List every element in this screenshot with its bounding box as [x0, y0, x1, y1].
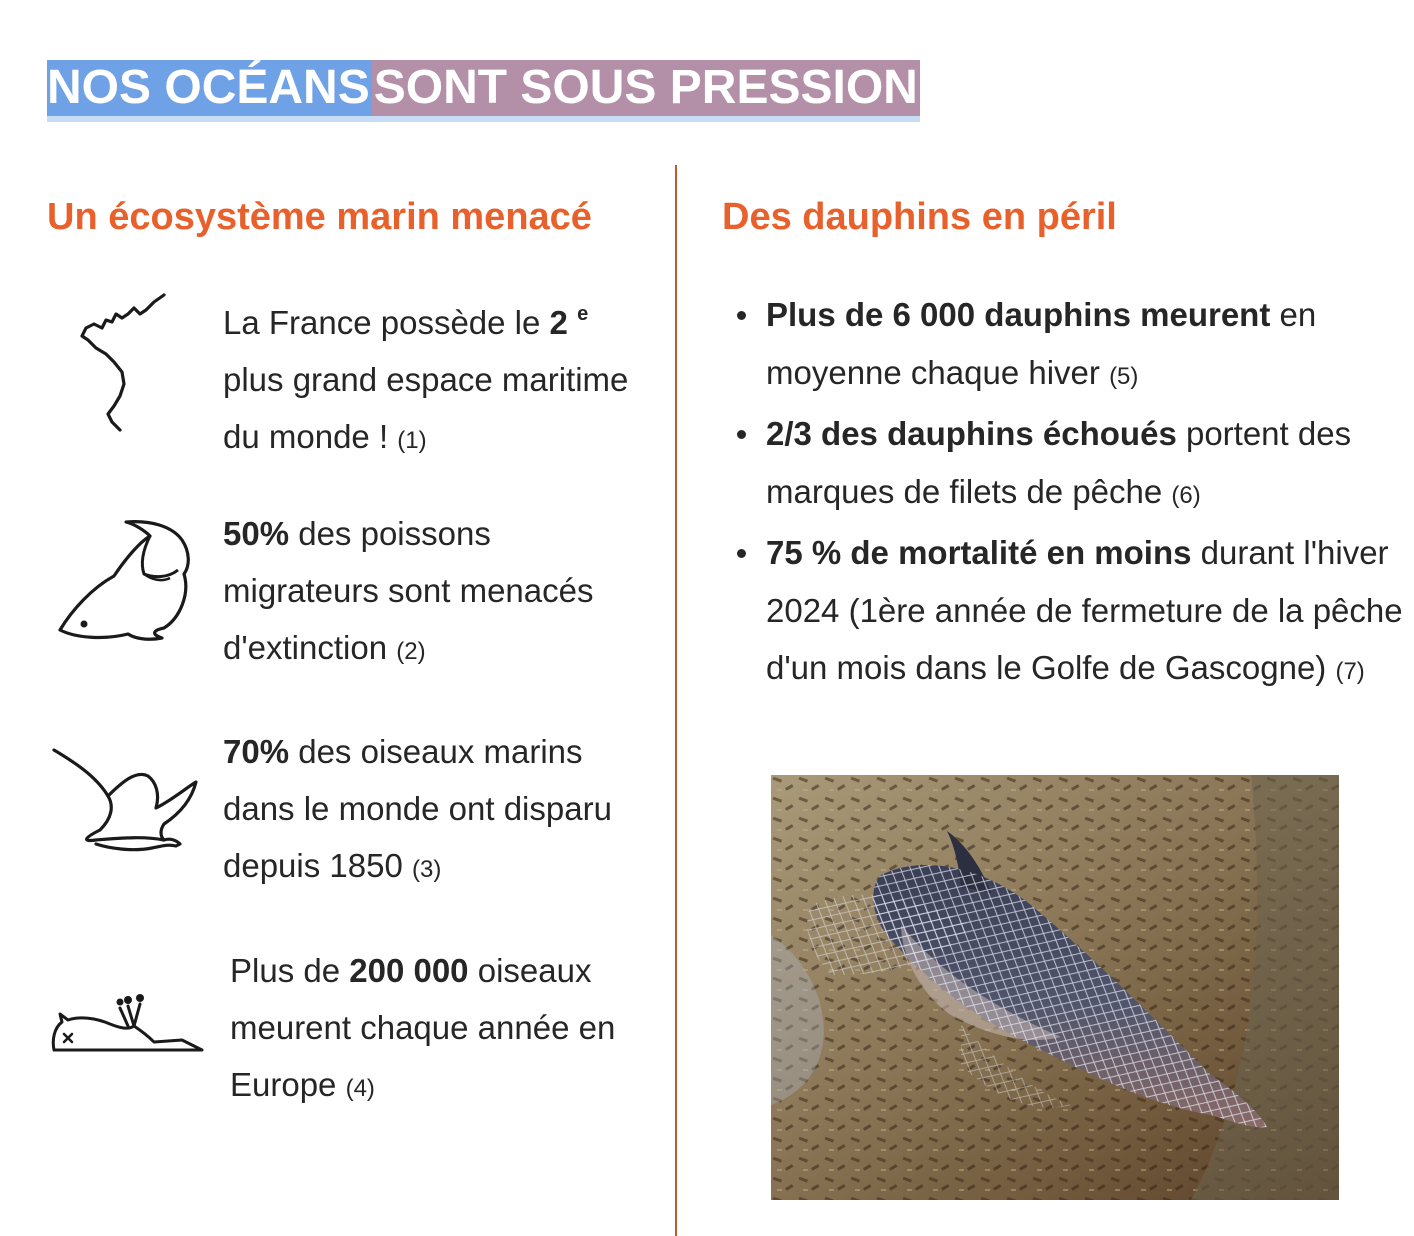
fact-highlight: Plus de 6 000 dauphins meurent [766, 296, 1271, 333]
reference-note: (7) [1335, 658, 1365, 685]
fish-icon [54, 518, 194, 643]
stat-migratory-fish [223, 505, 653, 680]
right-heading: Des dauphins en péril [722, 196, 1117, 238]
fact-highlight: 75 % de mortalité en moins [766, 534, 1192, 571]
left-heading: Un écosystème marin menacé [47, 196, 592, 238]
stat-maritime-space [223, 286, 653, 469]
stat-superscript: e [577, 303, 589, 325]
column-divider [675, 165, 677, 1236]
stat-text: plus grand espace maritime du monde ! [223, 361, 629, 455]
title-underline [47, 116, 920, 122]
fact-text: en moyenne chaque hiver [766, 296, 1317, 391]
stat-highlight: 2 [549, 304, 568, 341]
reference-note: (3) [412, 856, 442, 883]
page-title-part1: NOS OCÉANS [47, 61, 370, 114]
stat-highlight: 200 000 [349, 952, 469, 989]
reference-note: (5) [1109, 362, 1139, 390]
page-title-part2: SONT SOUS PRESSION [373, 61, 918, 114]
stat-text: des oiseaux marins dans le monde ont disparu depuis 1850 [223, 733, 612, 884]
reference-note: (6) [1171, 481, 1201, 509]
stat-seabirds [223, 723, 653, 898]
dead-bird-icon [50, 988, 206, 1056]
list-item [734, 286, 1404, 405]
fact-text: durant l'hiver 2024 (1ère année de fermeture de la pêche d'un mois dans le Golfe de Gascogne) [766, 534, 1403, 686]
coastline-map-icon [76, 292, 171, 434]
stat-text: oiseaux meurent chaque année en Europe [230, 952, 616, 1103]
dolphin-facts-list [734, 286, 1404, 701]
stat-text: La France possède le [223, 304, 550, 341]
stat-bird-deaths [230, 942, 660, 1117]
stat-text: Plus de [230, 952, 350, 989]
stat-text: des poissons migrateurs sont menacés d'extinction [223, 515, 594, 666]
stat-highlight: 50% [223, 515, 290, 552]
list-item [734, 524, 1404, 701]
reference-note: (4) [345, 1075, 375, 1102]
reference-note: (1) [397, 427, 427, 454]
seabird-icon [52, 748, 198, 852]
stat-highlight: 70% [223, 733, 290, 770]
list-item [734, 405, 1404, 524]
fact-highlight: 2/3 des dauphins échoués [766, 415, 1177, 452]
fact-text: portent des marques de filets de pêche [766, 415, 1352, 510]
page-title [47, 60, 920, 122]
dolphin-in-net-photo [771, 775, 1339, 1200]
reference-note: (2) [396, 638, 426, 665]
